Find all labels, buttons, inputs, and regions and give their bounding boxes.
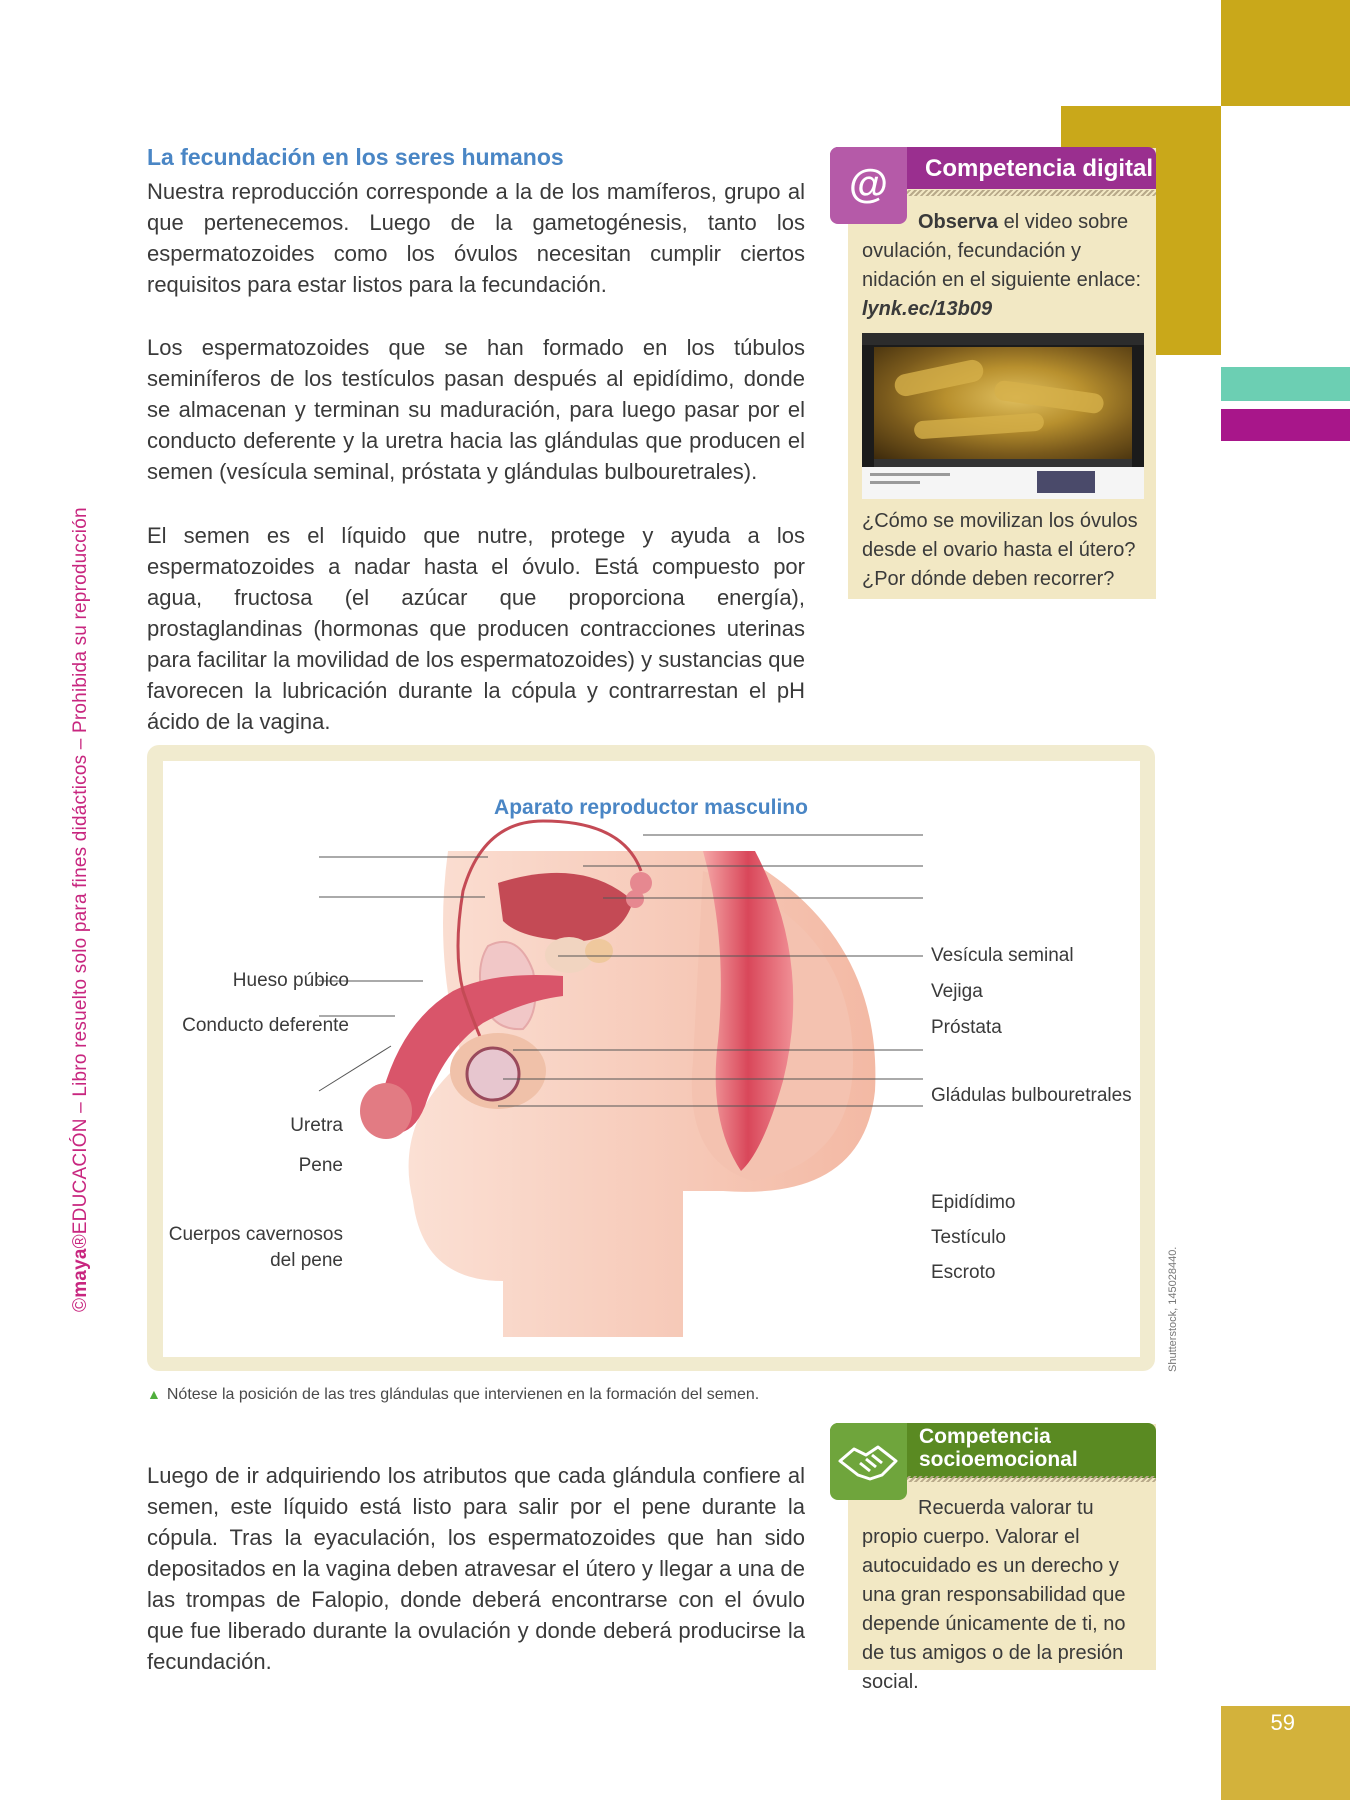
image-credit: Shutterstock, 145028440. xyxy=(1167,1246,1179,1372)
tissue-shape xyxy=(993,379,1105,414)
socio-competence-title: Competencia socioemocional xyxy=(919,1425,1078,1471)
handshake-icon xyxy=(830,1423,907,1500)
decorative-teal-band xyxy=(1221,367,1350,401)
socio-competence-text xyxy=(862,1494,1150,1697)
video-thumbnail[interactable] xyxy=(862,333,1144,499)
figure-caption xyxy=(147,1386,759,1404)
label-urethra: Uretra xyxy=(290,1115,343,1136)
label-penis: Pene xyxy=(298,1155,343,1176)
glans xyxy=(360,1083,412,1139)
digital-lead-word: Observa xyxy=(918,211,999,233)
label-corpora-cavernosa-2: del pene xyxy=(270,1250,343,1271)
label-corpora-cavernosa: Cuerpos cavernosos xyxy=(168,1224,343,1245)
caption-text: Nótese la posición de las tres glándulas que intervienen en la formación del semen. xyxy=(166,1386,760,1403)
page-number: 59 xyxy=(1270,1710,1295,1735)
copyright-rest: ®EDUCACIÓN – Libro resuelto solo para fines didácticos – Prohibida su reproducción xyxy=(70,507,91,1249)
header-stripe xyxy=(903,190,1156,196)
header-stripe xyxy=(903,1476,1156,1482)
label-vas-deferens: Conducto deferente xyxy=(182,1015,349,1036)
video-controls[interactable] xyxy=(874,459,1132,467)
label-pubic-bone: Hueso púbico xyxy=(232,970,349,991)
digital-body: el video sobre ovulación, fecundación y nidación en el siguiente enlace: xyxy=(862,211,1142,291)
paragraph-3: El semen es el líquido que nutre, protege y ayuda a los espermatozoides a nadar hasta el óvulo. Está compuesto por agua, fructosa (el azúcar que proporciona energía), prostaglandinas (hormonas que producen contracciones uterinas para facilitar la movilidad de los espermatozoides) y sustancias que favorecen la lubricación durante la cópula y contrarrestan el pH ácido de la vagina. xyxy=(147,523,805,734)
label-prostate: Próstata xyxy=(931,1017,1002,1038)
video-top-bar xyxy=(862,333,1144,345)
brand-name: maya xyxy=(70,1248,91,1298)
video-title-line xyxy=(870,473,950,476)
figure-title: Aparato reproductor masculino xyxy=(494,796,808,819)
socio-body: Recuerda valorar tu propio cuerpo. Valorar el autocuidado es un derecho y una gran responsabilidad que depende únicamente de ti, no de tus amigos o de la presión social. xyxy=(862,1497,1126,1693)
video-info-area xyxy=(862,467,1144,499)
tissue-shape xyxy=(893,358,986,398)
digital-question: ¿Cómo se movilizan los óvulos desde el ovario hasta el útero? ¿Por dónde deben recorrer? xyxy=(862,510,1138,590)
label-bulbourethral: Gládulas bulbouretrales xyxy=(931,1085,1132,1106)
copyright-vertical-text xyxy=(70,507,92,1312)
video-meta-line xyxy=(870,481,920,484)
label-seminal-vesicle: Vesícula seminal xyxy=(931,945,1074,966)
paragraph-2: Los espermatozoides que se han formado en los túbulos seminíferos de los testículos pasan después al epidídimo, donde se almacenan y terminan su maduración, para luego pasar por el conducto deferente y la uretra hacia las glándulas que producen el semen (vesícula seminal, próstata y glándulas bulbouretrales). xyxy=(147,335,805,484)
digital-competence-title: Competencia digital xyxy=(925,155,1154,182)
related-video-thumb[interactable] xyxy=(1037,471,1095,493)
label-epididymis: Epidídimo xyxy=(931,1192,1016,1213)
paragraph-1: Nuestra reproducción corresponde a la de los mamíferos, grupo al que pertenecemos. Luego de la gametogénesis, tanto los espermatozoides como los óvulos necesitan cumplir ciertos requisitos para estar listos para la fecundación. xyxy=(147,179,805,297)
triangle-icon: ▲ xyxy=(147,1386,161,1402)
prostate xyxy=(545,937,593,973)
digital-competence-text xyxy=(862,208,1144,324)
decorative-gold-band-top xyxy=(1221,0,1350,106)
video-link[interactable]: lynk.ec/13b09 xyxy=(862,298,993,320)
paragraph-4: Luego de ir adquiriendo los atributos que cada glándula confiere al semen, este líquido está listo para salir por el pene durante la cópula. Tras la eyaculación, los espermatozoides que han sido depositados en la vagina deben atravesar el útero y llegar a una de las trompas de Falopio, donde deberá encontrarse con el óvulo que fue liberado durante la ovulación y donde deberá producirse la fecundación. xyxy=(147,1463,805,1674)
at-sign-icon: @ xyxy=(830,147,907,224)
section-title: La fecundación en los seres humanos xyxy=(147,144,564,170)
tissue-shape xyxy=(914,412,1045,439)
decorative-magenta-band xyxy=(1221,409,1350,441)
copyright-prefix: © xyxy=(70,1297,91,1312)
label-bladder: Vejiga xyxy=(931,981,983,1002)
label-testis: Testículo xyxy=(931,1227,1006,1248)
testis xyxy=(467,1048,519,1100)
video-frame xyxy=(874,347,1132,459)
label-scrotum: Escroto xyxy=(931,1262,996,1283)
